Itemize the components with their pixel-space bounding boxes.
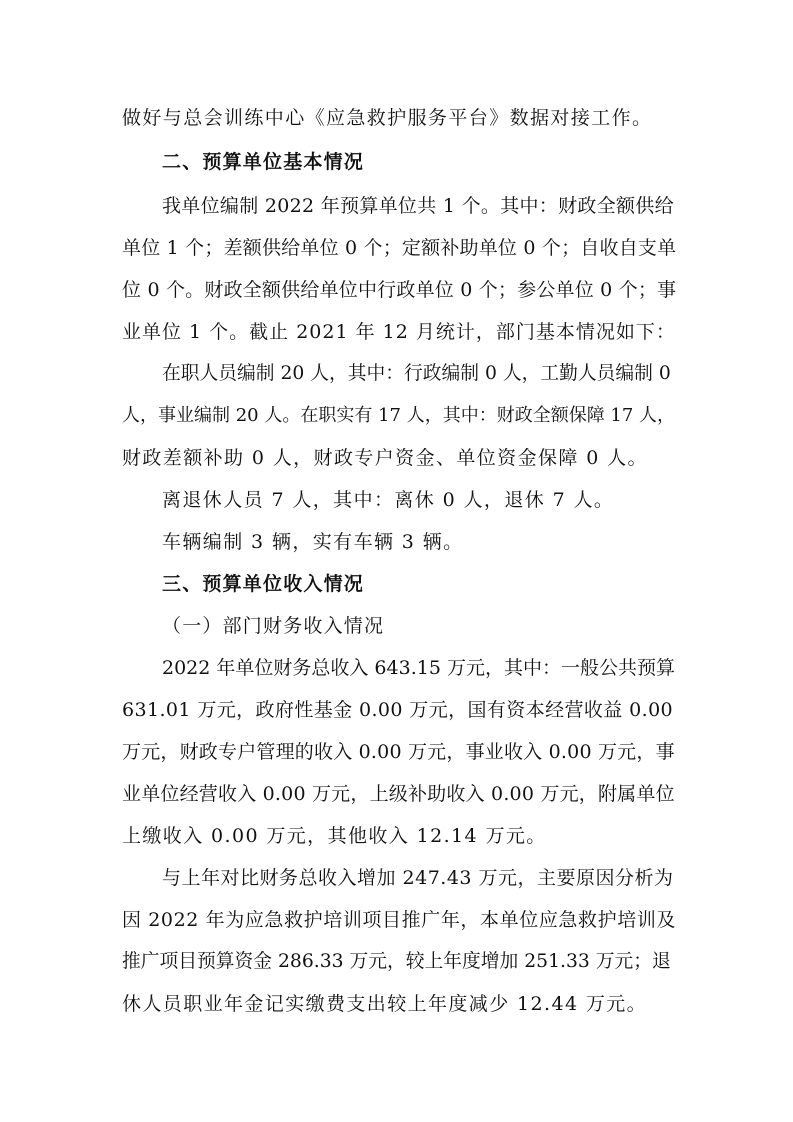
paragraph-line: 财政差额补助 0 人，财政专户资金、单位资金保障 0 人。 [122,447,648,469]
paragraph-line: 业单位经营收入 0.00 万元，上级补助收入 0.00 万元，附属单位 [122,783,675,805]
paragraph-line: 单位 1 个；差额供给单位 0 个；定额补助单位 0 个；自收自支单 [122,237,677,259]
paragraph-line: 与上年对比财务总收入增加 247.43 万元，主要原因分析为 [162,867,674,889]
paragraph-line: 业单位 1 个。截止 2021 年 12 月统计，部门基本情况如下： [122,321,676,343]
paragraph-line: 在职人员编制 20 人，其中：行政编制 0 人，工勤人员编制 0 [162,363,671,384]
paragraph-line: 推广项目预算资金 286.33 万元，较上年度增加 251.33 万元；退 [122,951,671,972]
paragraph-line: 离退休人员 7 人，其中：离休 0 人，退休 7 人。 [162,489,615,511]
paragraph-line: 做好与总会训练中心《应急救护服务平台》数据对接工作。 [122,107,653,129]
section-heading-3: 三、预算单位收入情况 [162,573,365,595]
paragraph-line: 人，事业编制 20 人。在职实有 17 人，其中：财政全额保障 17 人， [122,405,676,426]
paragraph-line: 2022 年单位财务总收入 643.15 万元，其中：一般公共预算 [162,657,675,679]
paragraph-line: 位 0 个。财政全额供给单位中行政单位 0 个；参公单位 0 个；事 [122,279,677,301]
paragraph-line: 休人员职业年金记实缴费支出较上年度减少 12.44 万元。 [122,993,648,1015]
subsection-heading: （一）部门财务收入情况 [162,615,385,637]
paragraph-line: 631.01 万元，政府性基金 0.00 万元，国有资本经营收益 0.00 [122,699,674,721]
paragraph-line: 因 2022 年为应急救护培训项目推广年，本单位应急救护培训及 [122,909,677,931]
paragraph-line: 车辆编制 3 辆，实有车辆 3 辆。 [162,531,464,553]
section-heading-2: 二、预算单位基本情况 [162,151,365,173]
paragraph-line: 万元，财政专户管理的收入 0.00 万元，事业收入 0.00 万元，事 [122,741,675,763]
paragraph-line: 我单位编制 2022 年预算单位共 1 个。其中：财政全额供给 [162,195,674,217]
paragraph-line: 上缴收入 0.00 万元，其他收入 12.14 万元。 [122,825,547,847]
